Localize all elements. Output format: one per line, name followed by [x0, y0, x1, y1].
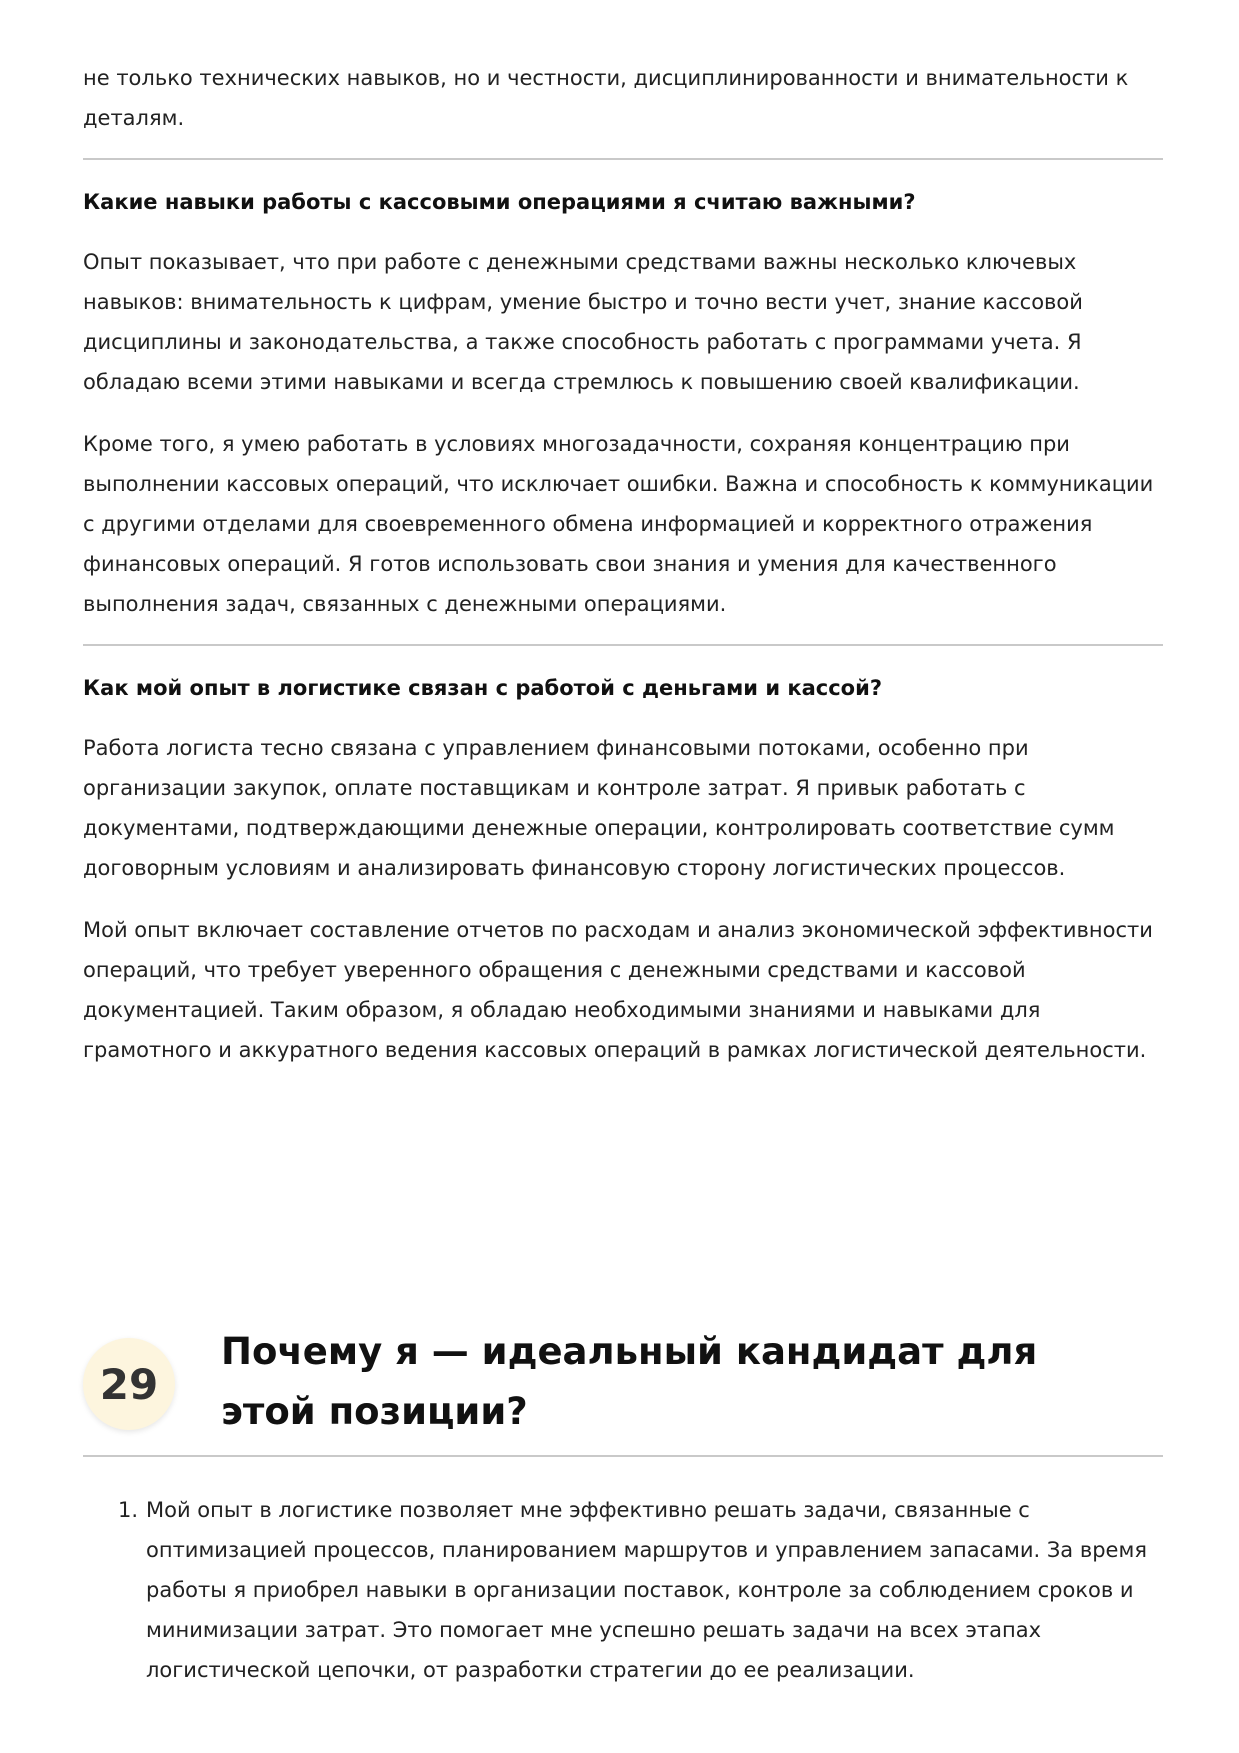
section-title: Почему я — идеальный кандидат для этой позиции? — [221, 1330, 1038, 1433]
answer-paragraph: Кроме того, я умею работать в условиях многозадачности, сохраняя концентрацию при выполнении кассовых операций, что исключает ошибки. Важна и способность к коммуникации с другими отделами для своевременного обмена информацией и корректного отражения финансовых операций. Я готов использовать свои знания и умения для качественного выполнения задач, связанных с денежными операциями. — [83, 432, 1154, 616]
list-item — [83, 1490, 1163, 1690]
question-heading: Какие навыки работы с кассовыми операциями я считаю важными? — [83, 190, 916, 214]
divider — [83, 644, 1163, 646]
question-heading: Как мой опыт в логистике связан с работой с деньгами и кассой? — [83, 676, 883, 700]
section-header — [83, 1320, 1163, 1448]
answer-paragraph: Работа логиста тесно связана с управлением финансовыми потоками, особенно при организации закупок, оплате поставщикам и контроле затрат. Я привык работать с документами, подтверждающими денежные операции, контролировать соответствие сумм договорным условиям и анализировать финансовую сторону логистических процессов. — [83, 736, 1115, 880]
intro-paragraph: не только технических навыков, но и честности, дисциплинированности и внимательности к деталям. — [83, 66, 1129, 130]
answer-paragraph: Опыт показывает, что при работе с денежными средствами важны несколько ключевых навыков: внимательность к цифрам, умение быстро и точно вести учет, знание кассовой дисциплины и законодательства, а также способность работать с программами учета. Я обладаю всеми этими навыками и всегда стремлюсь к повышению своей квалификации. — [83, 250, 1083, 394]
ordered-list — [83, 1490, 1163, 1690]
section-number-badge: 29 — [83, 1338, 175, 1430]
divider — [83, 158, 1163, 160]
section-divider — [83, 1455, 1163, 1457]
list-item-text: Мой опыт в логистике позволяет мне эффективно решать задачи, связанные с оптимизацией процессов, планированием маршрутов и управлением запасами. За время работы я приобрел навыки в организации поставок, контроле за соблюдением сроков и минимизации затрат. Это помогает мне успешно решать задачи на всех этапах логистической цепочки, от разработки стратегии до ее реализации. — [146, 1498, 1147, 1682]
list-item-number: 1. — [118, 1498, 139, 1522]
article-body — [83, 58, 1163, 1070]
answer-paragraph: Мой опыт включает составление отчетов по расходам и анализ экономической эффективности операций, что требует уверенного обращения с денежными средствами и кассовой документацией. Таким образом, я обладаю необходимыми знаниями и навыками для грамотного и аккуратного ведения кассовых операций в рамках логистической деятельности. — [83, 918, 1153, 1062]
